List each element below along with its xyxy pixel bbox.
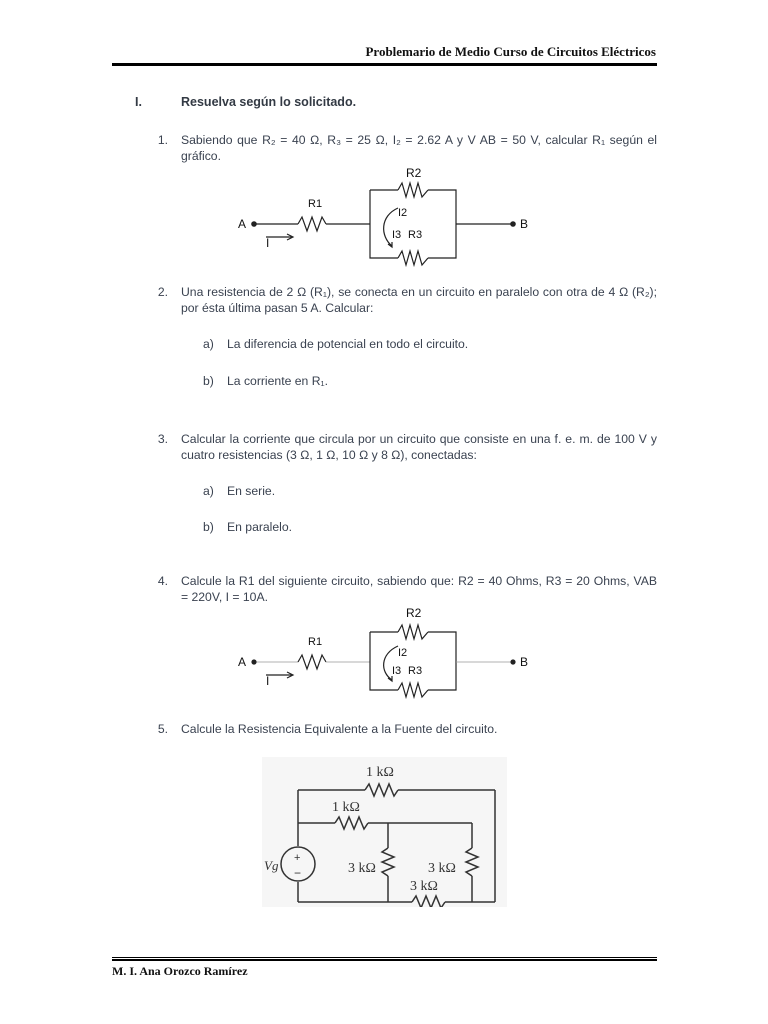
resistor-right-vertical-label: 3 kΩ: [428, 861, 456, 876]
question-4-text: Calcule la R1 del siguiente circuito, sabiendo que: R2 = 40 Ohms, R3 = 20 Ohms, VAB = 220V, I = 10A.: [181, 574, 657, 604]
source-minus-sign: −: [294, 866, 302, 880]
question-2a-letter: a): [203, 337, 214, 351]
resistor-bottom-label: 3 kΩ: [410, 879, 438, 894]
resistor-top-label: 1 kΩ: [366, 765, 394, 780]
circuit2-node-b: B: [520, 655, 529, 669]
circuit1-node-a: A: [238, 217, 247, 231]
circuit2-r2-label: R2: [406, 606, 422, 620]
circuit1-i3-label: I3: [392, 229, 402, 241]
question-2b-letter: b): [203, 374, 214, 388]
question-3b-letter: b): [203, 520, 214, 534]
question-3b-text: En paralelo.: [227, 520, 293, 534]
question-5-text: Calcule la Resistencia Equivalente a la Fuente del circuito.: [181, 722, 498, 736]
question-1-number: 1.: [157, 133, 168, 147]
circuit2-current-label: I: [266, 674, 270, 688]
question-3-text: Calcular la corriente que circula por un circuito que consiste en una f. e. m. de 100 V y cuatro resistencias (3 Ω, 1 Ω, 10 Ω y 8 Ω), conectadas:: [181, 432, 657, 462]
question-5-number: 5.: [157, 722, 168, 736]
question-4-number: 4.: [157, 574, 168, 588]
circuit1-current-label: I: [266, 236, 270, 250]
circuit2-i2-label: I2: [398, 647, 408, 659]
circuit1-node-b: B: [520, 217, 529, 231]
question-3a-letter: a): [203, 484, 214, 498]
header-title: Problemario de Medio Curso de Circuitos Eléctricos: [365, 44, 656, 59]
question-2-text: Una resistencia de 2 Ω (R₁), se conecta en un circuito en paralelo con otra de 4 Ω (R₂); por ésta última pasan 5 A. Calcular:: [181, 285, 657, 315]
circuit2-node-a: A: [238, 655, 247, 669]
source-label: Vg: [264, 858, 279, 873]
question-1-text: Sabiendo que R₂ = 40 Ω, R₃ = 25 Ω, I₂ = 2.62 A y V AB = 50 V, calcular R₁ según el gráfico.: [181, 133, 657, 163]
circuit-diagram-1: [232, 164, 532, 274]
circuit1-r1-label: R1: [308, 198, 323, 210]
section-numeral: I.: [135, 95, 142, 109]
footer-author: M. I. Ana Orozco Ramírez: [112, 964, 248, 978]
circuit1-i2-label: I2: [398, 207, 408, 219]
question-3-number: 3.: [157, 432, 168, 446]
circuit1-r3-label: R3: [408, 229, 423, 241]
question-3a-text: En serie.: [227, 484, 276, 498]
question-2b-text: La corriente en R₁.: [227, 374, 328, 388]
header-rule: [112, 63, 657, 66]
footer-rule-thin: [112, 957, 657, 958]
circuit1-r2-label: R2: [406, 166, 422, 180]
circuit2-i3-label: I3: [392, 665, 402, 677]
question-2a-text: La diferencia de potencial en todo el circuito.: [227, 337, 469, 351]
question-2-number: 2.: [157, 285, 168, 299]
footer-rule-thick: [112, 959, 657, 961]
circuit2-r3-label: R3: [408, 665, 423, 677]
source-plus-sign: +: [294, 852, 301, 864]
circuit2-r1-label: R1: [308, 636, 323, 648]
resistor-mid-label: 1 kΩ: [332, 800, 360, 815]
resistor-left-vertical-label: 3 kΩ: [348, 861, 376, 876]
circuit-diagram-2: [232, 602, 532, 712]
circuit-diagram-3: [262, 757, 507, 907]
section-title: Resuelva según lo solicitado.: [181, 95, 357, 109]
